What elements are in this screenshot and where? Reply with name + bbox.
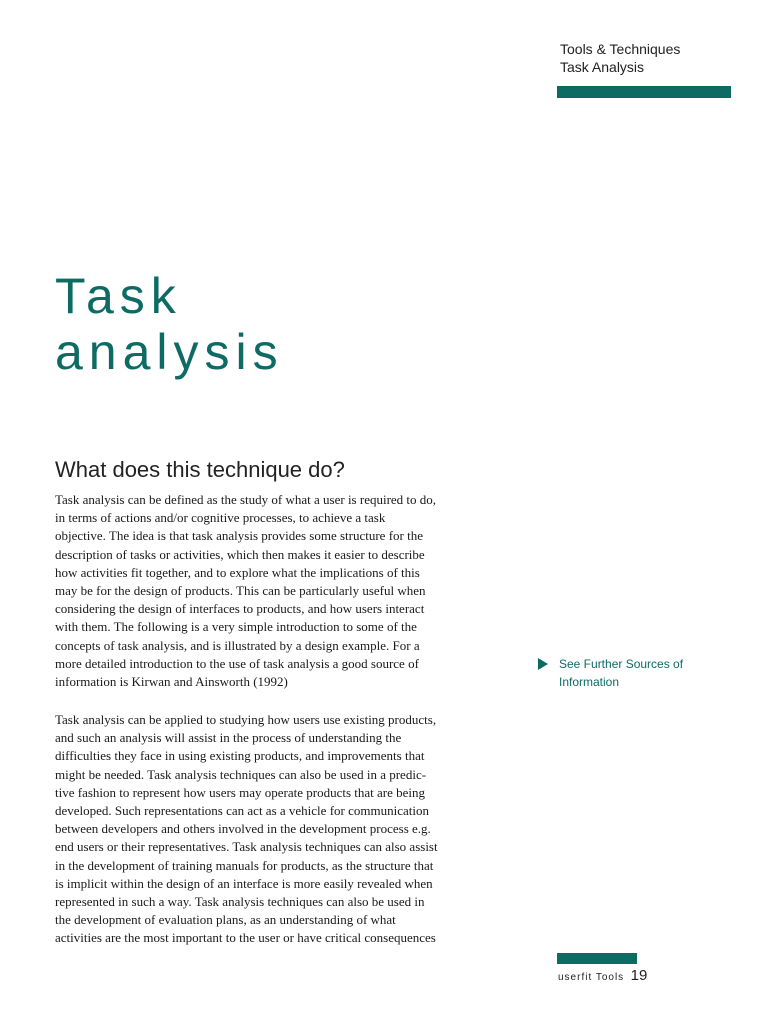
further-sources-note[interactable] [538, 655, 683, 691]
paragraph-1-line: may be for the design of products. This can be particularly useful when [55, 583, 426, 599]
paragraph-2-line: end users or their representatives. Task analysis techniques can also assist [55, 839, 438, 855]
page-title [55, 268, 284, 380]
paragraph-1-line: description of tasks or activities, which then makes it easier to describe [55, 546, 425, 562]
paragraph-2-line: and such an analysis will assist in the process of understanding the [55, 730, 402, 746]
paragraph-1-line: Task analysis can be defined as the study of what a user is required to do, [55, 492, 437, 507]
paragraph-1-line: objective. The idea is that task analysis provides some structure for the [55, 528, 423, 544]
paragraph-2-line: difficulties they face in using existing products, and improvements that [55, 748, 425, 764]
paragraph-2-line: represented in such a way. Task analysis techniques can also be used in [55, 894, 425, 910]
paragraph-2-line: Task analysis can be applied to studying how users use existing products, [55, 712, 437, 727]
page-title-line-2: analysis [55, 324, 284, 380]
further-sources-line-2: Information [559, 675, 620, 689]
page-number: 19 [630, 967, 648, 984]
paragraph-2-line: might be needed. Task analysis techniques can also be used in a predic- [55, 766, 427, 782]
paragraph-2-line: in the development of training manuals for products, as the structure that [55, 857, 434, 873]
header-section-label: Tools & Techniques [560, 41, 681, 57]
paragraph-2 [55, 711, 515, 948]
paragraph-1-line: information is Kirwan and Ainsworth (1992) [55, 674, 288, 690]
triangle-right-icon [538, 658, 548, 670]
running-header [560, 40, 680, 76]
further-sources-line-1: See Further Sources of [559, 657, 684, 671]
paragraph-2-line: is implicit within the design of an interface is more easily revealed when [55, 875, 433, 891]
paragraph-1-line: in terms of actions and/or cognitive processes, to achieve a task [55, 510, 386, 526]
header-accent-bar [557, 86, 731, 98]
section-heading: What does this technique do? [55, 457, 345, 482]
paragraph-2-line: activities are the most important to the user or have critical consequences [55, 930, 436, 946]
paragraph-1-line: with them. The following is a very simple introduction to some of the [55, 619, 417, 635]
paragraph-2-line: between developers and others involved in the development process e.g. [55, 821, 431, 837]
paragraph-2-line: tive fashion to represent how users may operate products that are being [55, 784, 426, 800]
footer-label: userfit Tools [558, 972, 625, 983]
page-footer [558, 967, 647, 985]
page-title-line-1: Task [55, 268, 182, 324]
paragraph-1-line: considering the design of interfaces to products, and how users interact [55, 601, 425, 617]
paragraph-2-line: the development of evaluation plans, as an understanding of what [55, 912, 396, 928]
paragraph-1 [55, 491, 515, 691]
paragraph-1-line: more detailed introduction to the use of task analysis a good source of [55, 655, 419, 671]
footer-accent-bar [557, 953, 637, 964]
paragraph-2-line: developed. Such representations can act as a vehicle for communication [55, 803, 429, 819]
header-topic-label: Task Analysis [560, 59, 645, 75]
paragraph-1-line: how activities fit together, and to explore what the implications of this [55, 564, 420, 580]
paragraph-1-line: concepts of task analysis, and is illustrated by a design example. For a [55, 637, 420, 653]
